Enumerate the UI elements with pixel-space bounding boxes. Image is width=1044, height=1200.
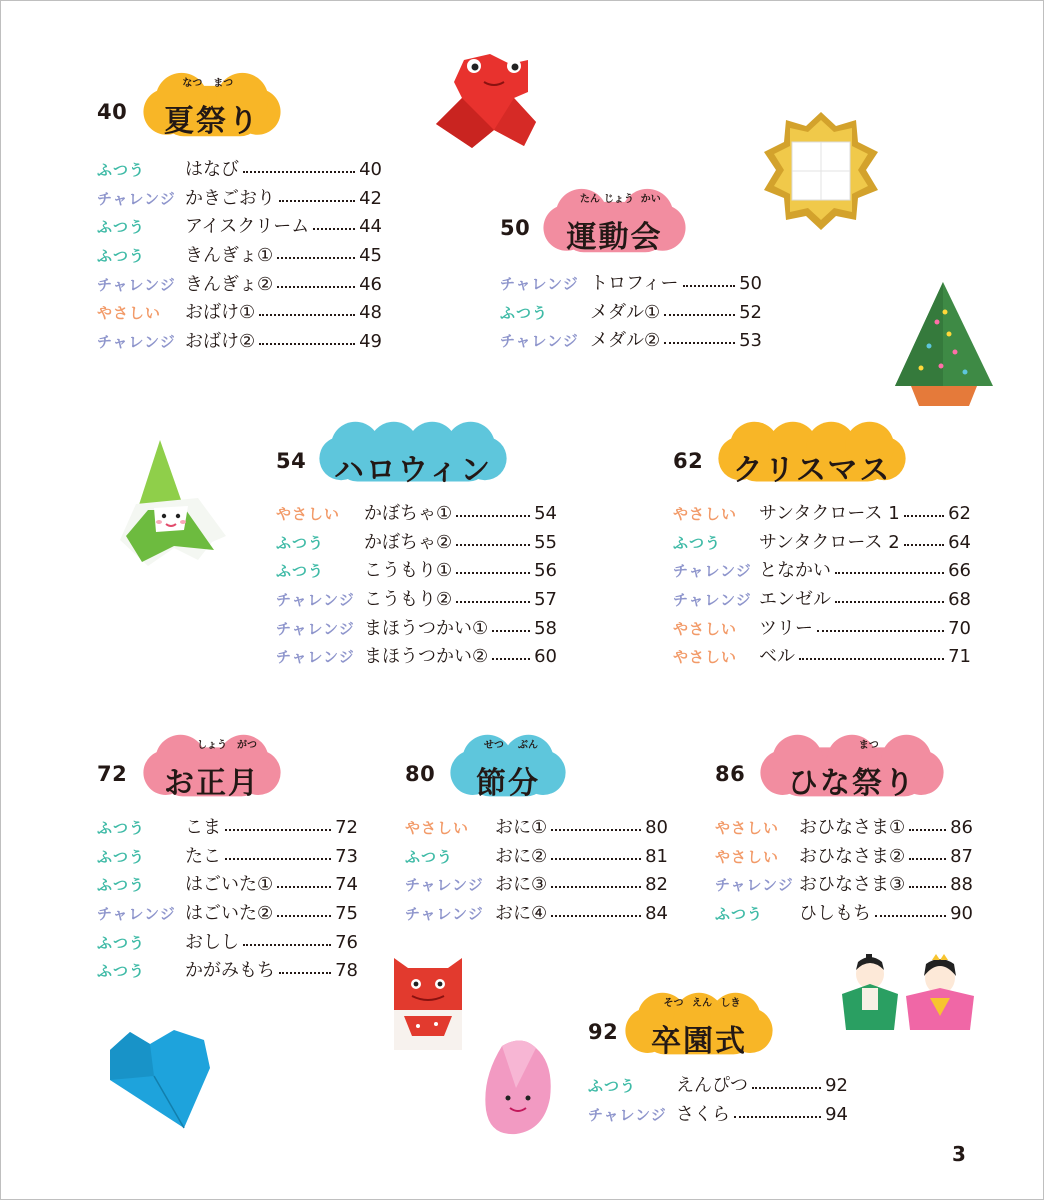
- difficulty-label: チャレンジ: [276, 619, 355, 638]
- toc-entry[interactable]: [500, 299, 762, 328]
- entry-page: 92: [825, 1075, 848, 1096]
- dot-leader: [551, 900, 641, 929]
- dot-leader: [664, 327, 735, 356]
- entry-name: まほうつかい②: [364, 646, 489, 668]
- difficulty-label: やさしい: [405, 819, 470, 837]
- dot-leader: [551, 814, 641, 843]
- entry-name: はなび: [185, 159, 239, 180]
- difficulty-label: チャレンジ: [715, 876, 794, 895]
- toc-entry[interactable]: [715, 871, 973, 900]
- entry-name: メダル①: [590, 301, 661, 323]
- toc-entry[interactable]: [405, 843, 668, 872]
- dot-leader: [835, 557, 944, 586]
- dot-leader: [909, 843, 946, 872]
- dot-leader: [259, 328, 355, 357]
- difficulty-label: やさしい: [715, 847, 780, 866]
- ghost-origami: [114, 440, 232, 570]
- dot-leader: [279, 957, 331, 986]
- difficulty-label: やさしい: [97, 304, 162, 323]
- difficulty-label: チャレンジ: [673, 591, 752, 610]
- section-title-cloud: [759, 732, 945, 802]
- dot-leader: [277, 871, 331, 900]
- section-heading: [276, 419, 557, 499]
- entry-name: エンゼル: [759, 589, 831, 611]
- toc-entry[interactable]: [500, 270, 762, 299]
- entry-name: こま: [185, 817, 221, 838]
- difficulty-label: チャレンジ: [588, 1105, 667, 1124]
- entry-page: 87: [950, 845, 973, 867]
- dot-leader: [835, 586, 944, 615]
- section-title-cloud: [449, 732, 567, 802]
- difficulty-label: やさしい: [276, 505, 341, 523]
- section-heading: [500, 186, 762, 266]
- entry-name: きんぎょ②: [185, 273, 274, 295]
- entry-page: 70: [948, 617, 971, 639]
- difficulty-label: チャレンジ: [405, 876, 484, 895]
- difficulty-label: チャレンジ: [97, 275, 176, 294]
- toc-entry[interactable]: [276, 500, 557, 529]
- ruby-text: たん: [579, 194, 600, 205]
- entry-page: 56: [534, 560, 557, 582]
- title-ruby: [624, 994, 774, 1008]
- section-title: 卒園式: [651, 1024, 747, 1059]
- difficulty-label: やさしい: [673, 619, 738, 638]
- entry-page: 81: [645, 845, 668, 867]
- entry-name: おしし: [185, 931, 239, 953]
- dot-leader: [456, 557, 530, 586]
- entry-page: 88: [950, 874, 973, 896]
- toc-entry[interactable]: [673, 500, 971, 529]
- entry-list: [500, 270, 762, 356]
- entry-page: 46: [359, 273, 382, 295]
- entry-page: 54: [534, 503, 557, 524]
- difficulty-label: チャレンジ: [97, 905, 176, 924]
- entry-page: 57: [534, 589, 557, 611]
- difficulty-label: チャレンジ: [405, 905, 484, 924]
- dot-leader: [909, 814, 946, 843]
- entry-page: 73: [335, 845, 358, 867]
- section-title-cloud: [624, 990, 774, 1060]
- entry-list: [97, 814, 358, 986]
- entry-name: おひなさま②: [799, 845, 906, 867]
- entry-page: 76: [335, 931, 358, 953]
- toc-entry[interactable]: [673, 643, 971, 672]
- entry-page: 55: [534, 531, 557, 553]
- page-number: 3: [952, 1142, 966, 1166]
- section-title: お正月: [164, 766, 260, 801]
- section-number: 50: [500, 216, 531, 240]
- sakura-origami: [482, 1038, 558, 1138]
- section-heading: [588, 990, 848, 1070]
- entry-name: かぼちゃ②: [364, 531, 453, 553]
- section-number: 80: [405, 762, 436, 786]
- dot-leader: [875, 900, 946, 929]
- dot-leader: [243, 156, 355, 185]
- section-number: 54: [276, 449, 307, 473]
- difficulty-label: ふつう: [715, 905, 764, 924]
- ruby-text: えん: [692, 998, 712, 1009]
- section-title-cloud: [142, 70, 282, 142]
- section-number: 62: [673, 449, 704, 473]
- entry-name: まほうつかい①: [364, 617, 489, 639]
- section-title-cloud: [142, 732, 282, 802]
- entry-page: 94: [825, 1103, 848, 1125]
- entry-list: [588, 1072, 848, 1129]
- difficulty-label: やさしい: [673, 505, 738, 523]
- ruby-text: まつ: [213, 78, 234, 89]
- toc-entry[interactable]: [673, 557, 971, 586]
- difficulty-label: チャレンジ: [97, 333, 176, 352]
- entry-page: 64: [948, 531, 971, 553]
- entry-list: [715, 814, 973, 929]
- dot-leader: [456, 500, 530, 529]
- difficulty-label: ふつう: [97, 847, 146, 866]
- difficulty-label: ふつう: [97, 161, 146, 179]
- entry-name: おに④: [495, 903, 548, 925]
- dot-leader: [551, 871, 641, 900]
- toc-entry[interactable]: [97, 328, 382, 357]
- entry-page: 68: [948, 589, 971, 611]
- dot-leader: [225, 814, 331, 843]
- entry-page: 72: [335, 817, 358, 838]
- toc-entry[interactable]: [97, 271, 382, 300]
- entry-name: はごいた②: [185, 903, 274, 925]
- dot-leader: [492, 615, 530, 644]
- difficulty-label: ふつう: [97, 247, 146, 266]
- entry-page: 84: [645, 903, 668, 925]
- dot-leader: [817, 615, 944, 644]
- toc-entry[interactable]: [276, 615, 557, 644]
- toc-entry[interactable]: [97, 213, 382, 242]
- dot-leader: [313, 213, 355, 242]
- oni-demon-origami: [388, 958, 468, 1050]
- entry-page: 74: [335, 874, 358, 896]
- gold-medal-origami: [760, 112, 882, 230]
- toc-entry[interactable]: [97, 156, 382, 185]
- entry-name: さくら: [676, 1103, 730, 1125]
- entry-page: 45: [359, 245, 382, 267]
- section-heading: [97, 70, 382, 150]
- difficulty-label: チャレンジ: [500, 332, 579, 351]
- toc-entry[interactable]: [673, 529, 971, 558]
- entry-name: トロフィー: [590, 273, 679, 294]
- dot-leader: [277, 242, 355, 271]
- difficulty-label: ふつう: [588, 1077, 637, 1095]
- dot-leader: [752, 1072, 821, 1101]
- entry-page: 58: [534, 617, 557, 639]
- dot-leader: [277, 271, 355, 300]
- title-ruby: [142, 736, 282, 750]
- toc-entry[interactable]: [276, 643, 557, 672]
- dot-leader: [456, 586, 530, 615]
- difficulty-label: チャレンジ: [97, 189, 176, 208]
- title-ruby: [542, 190, 687, 204]
- difficulty-label: ふつう: [97, 962, 146, 981]
- section-title-cloud: [318, 419, 508, 487]
- entry-list: [97, 156, 382, 357]
- section-heading: [715, 732, 973, 812]
- entry-list: [673, 500, 971, 672]
- title-ruby: [449, 736, 567, 750]
- dot-leader: [904, 529, 944, 558]
- section-number: 86: [715, 762, 746, 786]
- toc-entry[interactable]: [97, 814, 358, 843]
- entry-page: 75: [335, 903, 358, 925]
- difficulty-label: やさしい: [715, 819, 780, 837]
- entry-name: サンタクロース 2: [759, 531, 900, 553]
- section-title: ひな祭り: [788, 766, 916, 801]
- dot-leader: [664, 299, 735, 328]
- toc-entry[interactable]: [97, 871, 358, 900]
- ruby-text: ぶん: [518, 740, 539, 751]
- difficulty-label: ふつう: [405, 847, 454, 866]
- goldfish-origami: [432, 52, 562, 150]
- entry-name: おばけ①: [185, 302, 256, 324]
- dot-leader: [904, 500, 944, 529]
- entry-name: ひしもち: [799, 903, 871, 925]
- difficulty-label: やさしい: [673, 648, 738, 667]
- entry-name: おばけ②: [185, 331, 256, 353]
- entry-page: 50: [739, 273, 762, 294]
- section-title: ハロウィン: [333, 453, 493, 488]
- section-number: 72: [97, 762, 128, 786]
- entry-page: 78: [335, 960, 358, 982]
- dot-leader: [734, 1101, 821, 1130]
- toc-entry[interactable]: [97, 929, 358, 958]
- dot-leader: [259, 299, 355, 328]
- difficulty-label: ふつう: [276, 533, 325, 552]
- toc-entry[interactable]: [588, 1072, 848, 1101]
- entry-list: [405, 814, 668, 929]
- entry-name: はごいた①: [185, 874, 274, 896]
- toc-entry[interactable]: [97, 185, 382, 214]
- ruby-text: なつ: [182, 78, 203, 89]
- toc-entry[interactable]: [715, 814, 973, 843]
- entry-name: サンタクロース 1: [759, 503, 900, 524]
- section-title: 節分: [476, 766, 540, 801]
- dot-leader: [683, 270, 735, 299]
- entry-page: 66: [948, 560, 971, 582]
- difficulty-label: チャレンジ: [673, 562, 752, 581]
- entry-name: ベル: [759, 646, 795, 668]
- entry-page: 86: [950, 817, 973, 838]
- entry-name: となかい: [759, 560, 831, 582]
- title-ruby: [759, 736, 945, 750]
- toc-entry[interactable]: [97, 900, 358, 929]
- dot-leader: [492, 643, 530, 672]
- toc-entry[interactable]: [405, 900, 668, 929]
- section-number: 92: [588, 1020, 619, 1044]
- entry-page: 53: [739, 330, 762, 352]
- entry-name: きんぎょ①: [185, 245, 274, 267]
- entry-page: 71: [948, 646, 971, 668]
- ruby-text: せつ: [483, 740, 504, 751]
- entry-name: おに③: [495, 874, 548, 896]
- dot-leader: [551, 843, 641, 872]
- entry-page: 90: [950, 903, 973, 925]
- entry-page: 82: [645, 874, 668, 896]
- entry-page: 52: [739, 301, 762, 323]
- toc-entry[interactable]: [405, 871, 668, 900]
- section-title: 運動会: [566, 220, 663, 255]
- toc-entry[interactable]: [500, 327, 762, 356]
- difficulty-label: チャレンジ: [500, 275, 579, 293]
- section-title: クリスマス: [732, 453, 892, 488]
- toc-entry[interactable]: [276, 586, 557, 615]
- entry-name: かぼちゃ①: [364, 503, 453, 524]
- dot-leader: [909, 871, 946, 900]
- difficulty-label: チャレンジ: [276, 591, 355, 610]
- entry-name: おに②: [495, 845, 548, 867]
- dot-leader: [277, 900, 331, 929]
- difficulty-label: ふつう: [97, 876, 146, 895]
- entry-page: 44: [359, 216, 382, 238]
- title-ruby: [142, 74, 282, 88]
- entry-name: こうもり①: [364, 560, 453, 582]
- difficulty-label: ふつう: [97, 218, 146, 237]
- entry-list: [276, 500, 557, 672]
- entry-name: たこ: [185, 845, 221, 867]
- section-title: 夏祭り: [164, 104, 260, 139]
- dot-leader: [279, 185, 355, 214]
- entry-page: 60: [534, 646, 557, 668]
- section-title-cloud: [717, 419, 907, 487]
- entry-name: アイスクリーム: [185, 216, 310, 238]
- ruby-text: まつ: [858, 740, 879, 751]
- ruby-text: そつ: [663, 998, 684, 1009]
- entry-page: 48: [359, 302, 382, 324]
- entry-name: ツリー: [759, 617, 813, 639]
- difficulty-label: ふつう: [500, 303, 549, 322]
- toc-entry[interactable]: [673, 615, 971, 644]
- toc-entry[interactable]: [405, 814, 668, 843]
- ruby-text: しょう: [197, 740, 227, 751]
- hina-dolls-origami: [836, 954, 978, 1032]
- toc-entry[interactable]: [715, 900, 973, 929]
- entry-page: 80: [645, 817, 668, 838]
- difficulty-label: ふつう: [673, 533, 722, 552]
- difficulty-label: チャレンジ: [276, 648, 355, 667]
- entry-page: 42: [359, 187, 382, 209]
- entry-page: 49: [359, 331, 382, 353]
- toc-entry[interactable]: [97, 299, 382, 328]
- section-heading: [405, 732, 668, 812]
- entry-name: メダル②: [590, 330, 661, 352]
- ruby-text: しき: [720, 998, 741, 1009]
- entry-page: 40: [359, 159, 382, 180]
- entry-name: おに①: [495, 817, 548, 838]
- entry-name: かきごおり: [185, 187, 275, 209]
- pencil-origami: [108, 1024, 214, 1130]
- difficulty-label: ふつう: [276, 562, 325, 581]
- dot-leader: [225, 843, 331, 872]
- section-title-cloud: [542, 186, 687, 258]
- toc-entry[interactable]: [715, 843, 973, 872]
- toc-entry[interactable]: [97, 957, 358, 986]
- difficulty-label: ふつう: [97, 819, 146, 837]
- toc-entry[interactable]: [276, 529, 557, 558]
- toc-entry[interactable]: [588, 1101, 848, 1130]
- entry-page: 62: [948, 503, 971, 524]
- entry-name: こうもり②: [364, 589, 453, 611]
- dot-leader: [243, 929, 331, 958]
- entry-name: えんぴつ: [676, 1075, 748, 1096]
- ruby-text: じょう: [603, 194, 634, 205]
- toc-entry[interactable]: [673, 586, 971, 615]
- ruby-text: かい: [640, 194, 661, 205]
- toc-entry[interactable]: [97, 843, 358, 872]
- dot-leader: [456, 529, 530, 558]
- section-heading: [673, 419, 971, 499]
- toc-entry[interactable]: [97, 242, 382, 271]
- section-heading: [97, 732, 358, 812]
- section-number: 40: [97, 100, 128, 124]
- dot-leader: [799, 643, 944, 672]
- entry-name: おひなさま①: [799, 817, 906, 838]
- difficulty-label: ふつう: [97, 933, 146, 952]
- ruby-text: がつ: [237, 740, 257, 751]
- christmas-tree-origami: [893, 282, 995, 410]
- entry-name: おひなさま③: [799, 874, 906, 896]
- entry-name: かがみもち: [185, 960, 275, 982]
- toc-entry[interactable]: [276, 557, 557, 586]
